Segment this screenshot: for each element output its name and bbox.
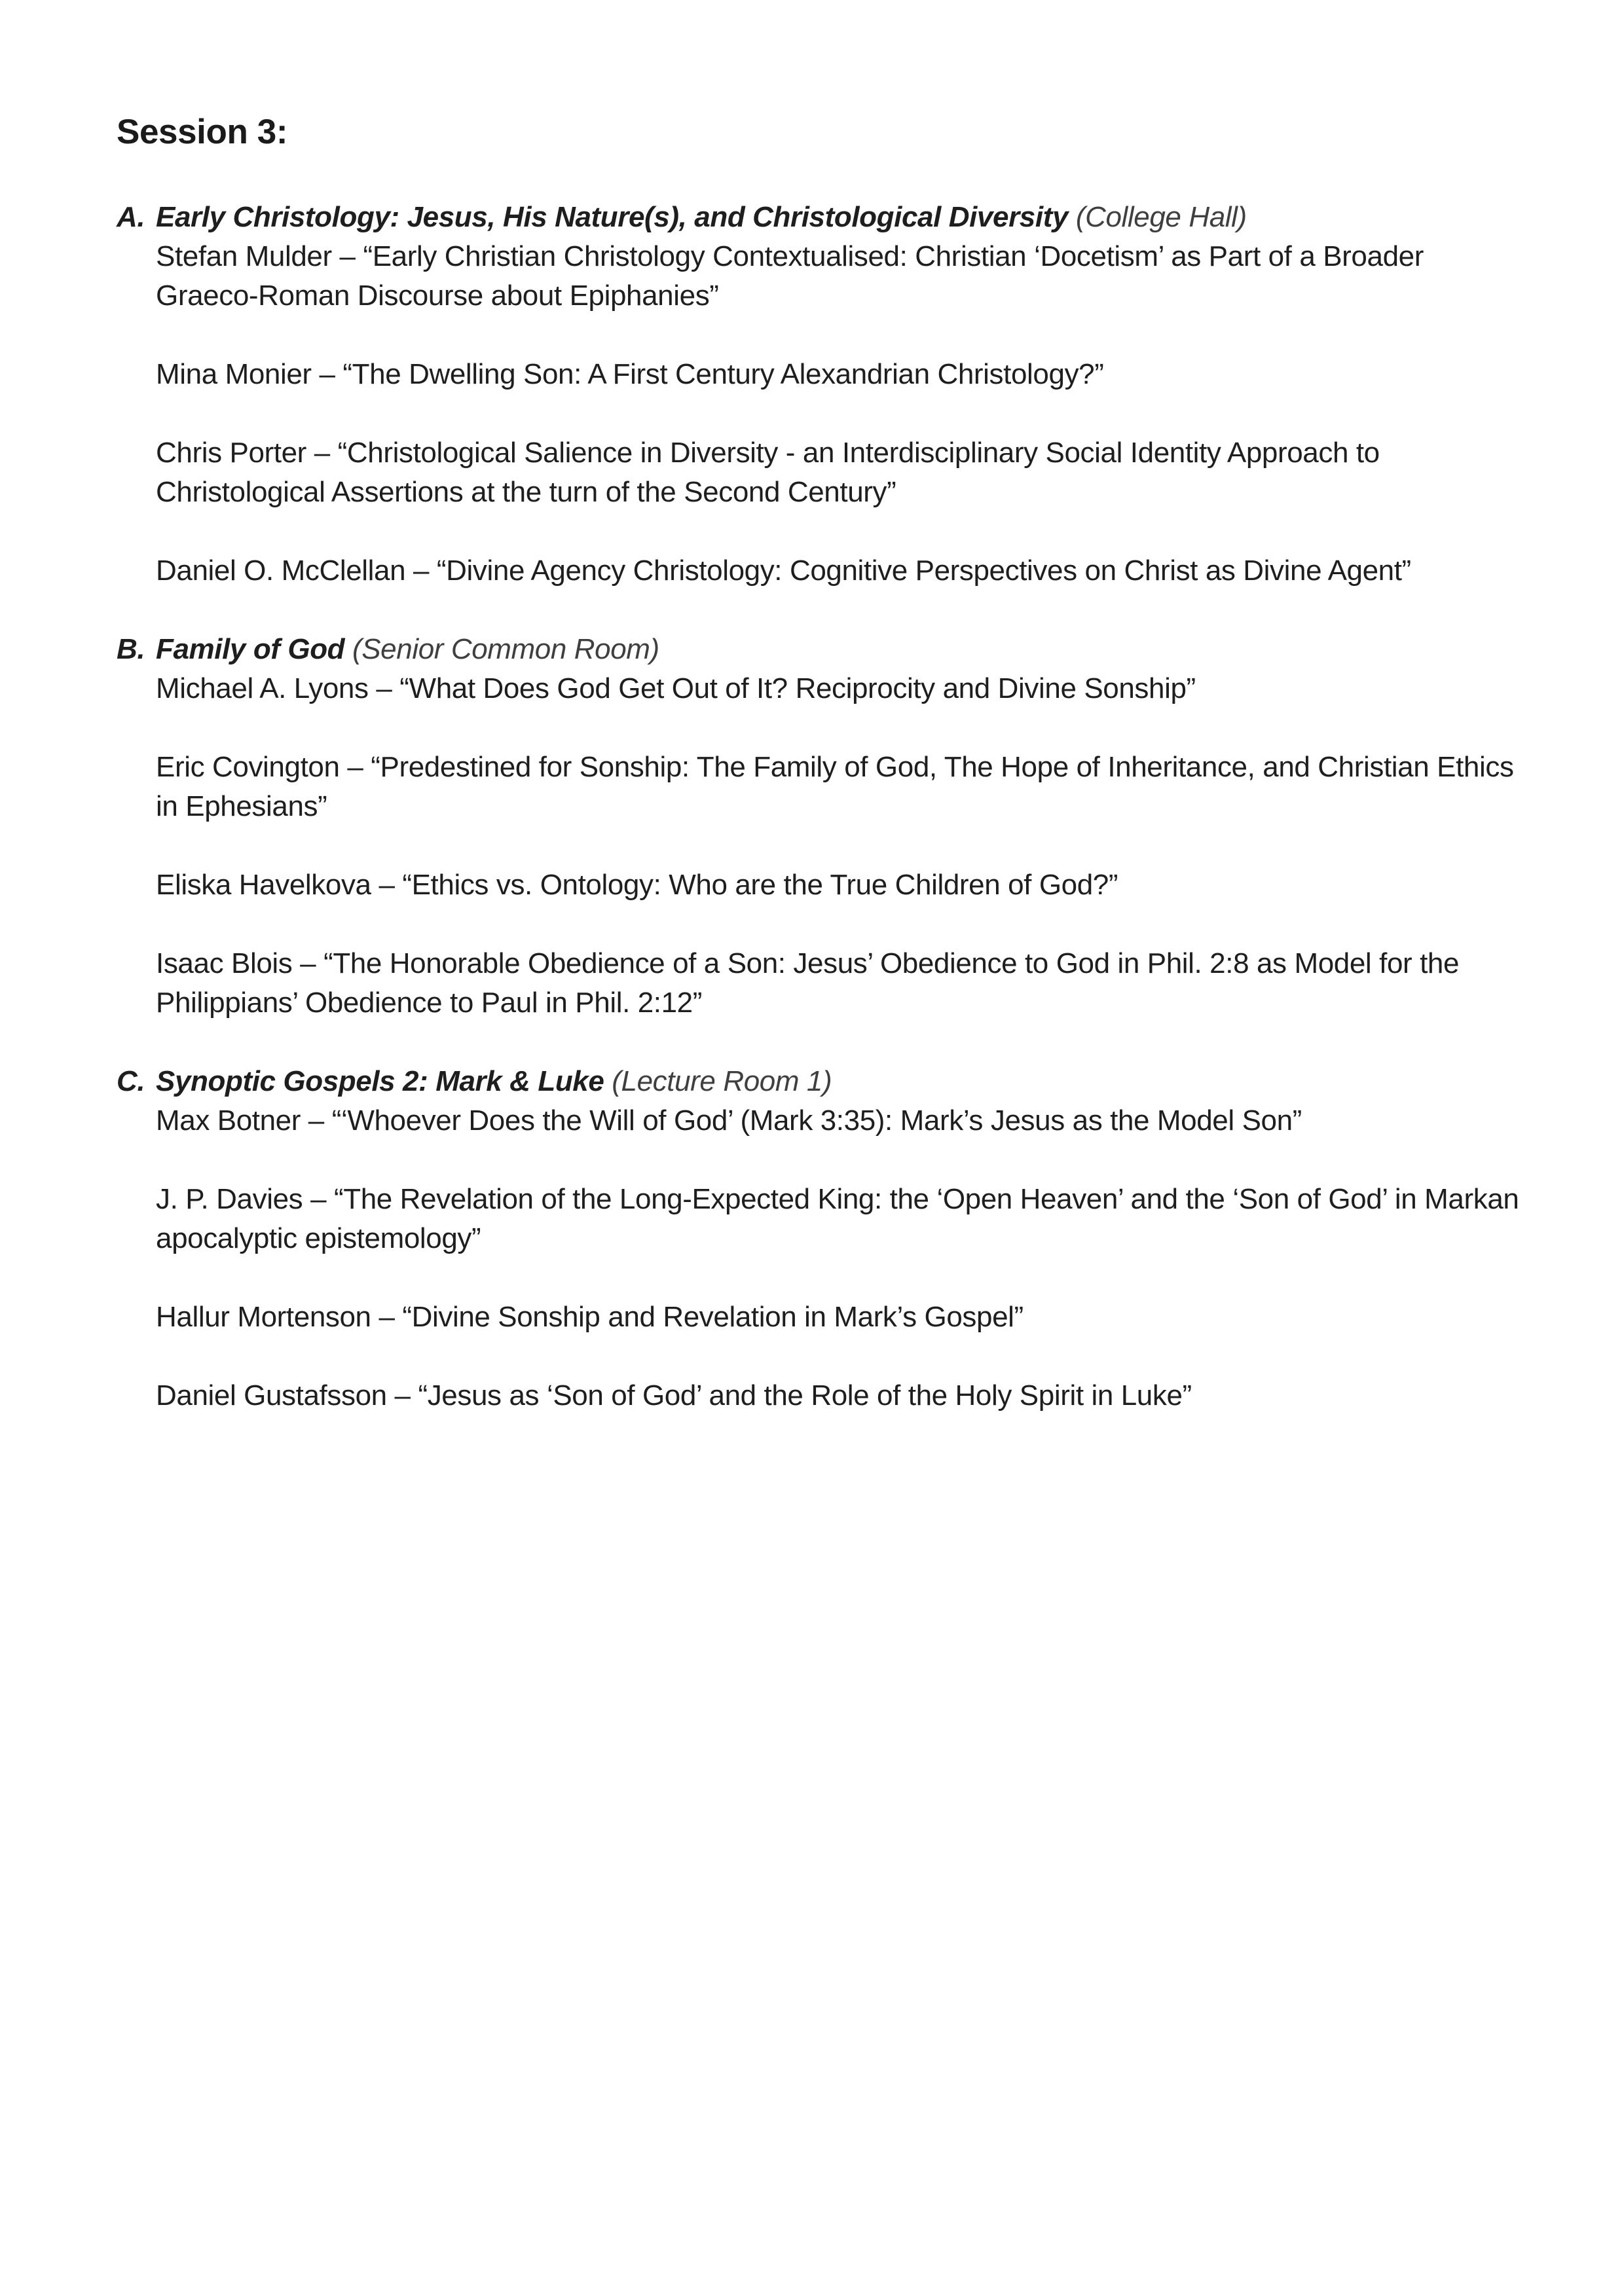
document-content <box>117 113 1519 1415</box>
session-a-header <box>156 198 1519 237</box>
paper-item: J. P. Davies – “The Revelation of the Long-Expected King: the ‘Open Heaven’ and the ‘Son of God’ in Markan apocalyptic epistemology” <box>156 1183 1519 1254</box>
session-c <box>117 1062 1519 1415</box>
session-c-papers <box>156 1101 1519 1415</box>
session-b-label: B. <box>117 633 145 665</box>
paper-item: Isaac Blois – “The Honorable Obedience of a Son: Jesus’ Obedience to God in Phil. 2:8 as Model for the Philippians’ Obedience to Paul in Phil. 2:12” <box>156 947 1460 1019</box>
paper-item: Eliska Havelkova – “Ethics vs. Ontology: Who are the True Children of God?” <box>156 869 1118 901</box>
session-c-location: (Lecture Room 1) <box>612 1065 832 1097</box>
session-a-label: A. <box>117 201 145 233</box>
session-b <box>117 630 1519 1023</box>
session-b-papers <box>156 669 1519 1023</box>
paper-item: Michael A. Lyons – “What Does God Get Out of It? Reciprocity and Divine Sonship” <box>156 672 1196 704</box>
paper-item: Stefan Mulder – “Early Christian Christology Contextualised: Christian ‘Docetism’ as Part of a Broader Graeco-Roman Discourse about Epiphanies” <box>156 240 1424 312</box>
paper-item: Daniel O. McClellan – “Divine Agency Christology: Cognitive Perspectives on Christ as Divine Agent” <box>156 555 1411 587</box>
session-a <box>117 198 1519 591</box>
session-c-header <box>156 1062 1519 1101</box>
session-a-title: Early Christology: Jesus, His Nature(s), and Christological Diversity <box>156 201 1069 233</box>
paper-item: Daniel Gustafsson – “Jesus as ‘Son of God’ and the Role of the Holy Spirit in Luke” <box>156 1379 1192 1412</box>
session-b-location: (Senior Common Room) <box>352 633 659 665</box>
session-c-title: Synoptic Gospels 2: Mark & Luke <box>156 1065 604 1097</box>
session-c-label: C. <box>117 1065 145 1097</box>
paper-item: Max Botner – “‘Whoever Does the Will of God’ (Mark 3:35): Mark’s Jesus as the Model Son” <box>156 1104 1302 1137</box>
paper-item: Chris Porter – “Christological Salience in Diversity - an Interdisciplinary Social Identity Approach to Christological Assertions at the turn of the Second Century” <box>156 437 1380 508</box>
session-a-papers <box>156 237 1519 591</box>
paper-item: Mina Monier – “The Dwelling Son: A First Century Alexandrian Christology?” <box>156 358 1104 390</box>
page-title: Session 3: <box>117 113 288 151</box>
paper-item: Eric Covington – “Predestined for Sonship: The Family of God, The Hope of Inheritance, and Christian Ethics in Ephesians” <box>156 751 1514 822</box>
session-a-location: (College Hall) <box>1075 201 1247 233</box>
session-b-title: Family of God <box>156 633 345 665</box>
session-b-header <box>156 630 1519 669</box>
paper-item: Hallur Mortenson – “Divine Sonship and Revelation in Mark’s Gospel” <box>156 1301 1024 1333</box>
